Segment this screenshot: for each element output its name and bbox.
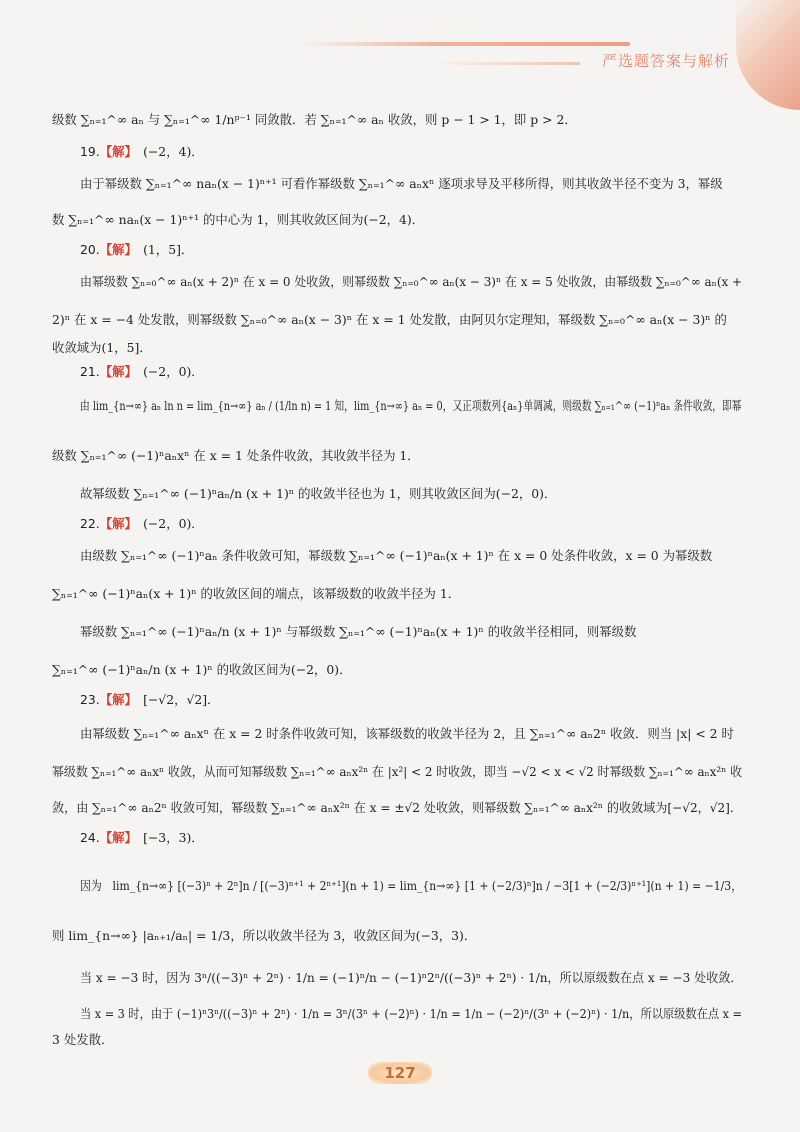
answer-heading (80, 828, 204, 848)
answer-value: (1，5]． (143, 242, 194, 257)
page-number: 127 (368, 1062, 431, 1084)
text-line: ∑ₙ₌₁^∞ (−1)ⁿaₙ/n (x + 1)ⁿ 的收敛区间为(−2，0)． (52, 662, 352, 677)
answer-value: (−2，4)． (143, 144, 204, 159)
answer-tag: 【解】 (99, 692, 131, 707)
text-line: 因为 lim_{n→∞} [(−3)ⁿ + 2ⁿ]n / [(−3)ⁿ⁺¹ + 2ⁿ⁺¹](n + 1) = lim_{n→∞} [1 + (−2/3)ⁿ]n / −3[1 + (−2/3)ⁿ⁺¹](n + 1) = −1/3， (80, 878, 743, 893)
text-line: 级数 ∑ₙ₌₁^∞ aₙ 与 ∑ₙ₌₁^∞ 1/nᵖ⁻¹ 同敛散．若 ∑ₙ₌₁^∞ aₙ 收敛，则 p − 1 > 1，即 p > 2． (52, 112, 577, 127)
answer-number: 22. (80, 516, 100, 531)
answer-value: [−√2，√2]． (143, 692, 220, 707)
answer-number: 24. (80, 830, 100, 845)
answer-value: (−2，0)． (143, 516, 204, 531)
answer-number: 23. (80, 692, 100, 707)
answer-heading (80, 362, 204, 382)
text-line: 由幂级数 ∑ₙ₌₁^∞ aₙxⁿ 在 x = 2 时条件收敛可知，该幂级数的收敛半径为 2，且 ∑ₙ₌₁^∞ aₙ2ⁿ 收敛．则当 |x| < 2 时 (80, 726, 734, 741)
text-line: 故幂级数 ∑ₙ₌₁^∞ (−1)ⁿaₙ/n (x + 1)ⁿ 的收敛半径也为 1，则其收敛区间为(−2，0)． (80, 486, 557, 501)
corner-decoration (736, 0, 800, 110)
text-line: 幂级数 ∑ₙ₌₁^∞ aₙxⁿ 收敛，从而可知幂级数 ∑ₙ₌₁^∞ aₙx²ⁿ 在 |x²| < 2 时收敛，即当 −√2 < x < √2 时幂级数 ∑ₙ₌₁^∞ aₙx²ⁿ 收 (52, 764, 743, 779)
header-rule (300, 42, 630, 46)
text-line: 由幂级数 ∑ₙ₌₀^∞ aₙ(x + 2)ⁿ 在 x = 0 处收敛，则幂级数 ∑ₙ₌₀^∞ aₙ(x − 3)ⁿ 在 x = 5 处收敛，由幂级数 ∑ₙ₌₀^∞ aₙ(x + (80, 274, 743, 289)
text-line: 3 处发散． (52, 1032, 114, 1047)
answer-value: [−3，3)． (143, 830, 204, 845)
text-line: 由 lim_{n→∞} aₙ ln n = lim_{n→∞} aₙ / (1/ln n) = 1 知，lim_{n→∞} aₙ = 0，又正项数列{aₙ}单调减，则级数 ∑ₙ₌₁^∞ (−1)ⁿaₙ 条件收敛，即幂 (80, 398, 742, 413)
text-line: 数 ∑ₙ₌₁^∞ naₙ(x − 1)ⁿ⁺¹ 的中心为 1，则其收敛区间为(−2，4)． (52, 212, 425, 227)
header-rule-secondary (430, 62, 580, 65)
text-line: 由于幂级数 ∑ₙ₌₁^∞ naₙ(x − 1)ⁿ⁺¹ 可看作幂级数 ∑ₙ₌₁^∞ aₙxⁿ 逐项求导及平移所得，则其收敛半径不变为 3，幂级 (80, 176, 723, 191)
answer-tag: 【解】 (99, 364, 131, 379)
answer-tag: 【解】 (99, 516, 131, 531)
answer-tag: 【解】 (99, 242, 131, 257)
answer-heading (80, 514, 204, 534)
answer-heading (80, 690, 219, 710)
answer-heading (80, 142, 204, 162)
text-line: ∑ₙ₌₁^∞ (−1)ⁿaₙ(x + 1)ⁿ 的收敛区间的端点，该幂级数的收敛半径为 1． (52, 586, 461, 601)
text-line: 则 lim_{n→∞} |aₙ₊₁/aₙ| = 1/3，所以收敛半径为 3，收敛区间为(−3，3)． (52, 928, 477, 943)
answer-tag: 【解】 (99, 830, 131, 845)
answer-value: (−2，0)． (143, 364, 204, 379)
answer-tag: 【解】 (99, 144, 131, 159)
page-footer (0, 1062, 800, 1084)
section-title: 严选题答案与解析 (601, 52, 730, 70)
text-line: 级数 ∑ₙ₌₁^∞ (−1)ⁿaₙxⁿ 在 x = 1 处条件收敛，其收敛半径为 1． (52, 448, 420, 463)
answer-number: 20. (80, 242, 100, 257)
text-line: 幂级数 ∑ₙ₌₁^∞ (−1)ⁿaₙ/n (x + 1)ⁿ 与幂级数 ∑ₙ₌₁^∞ (−1)ⁿaₙ(x + 1)ⁿ 的收敛半径相同，则幂级数 (80, 624, 637, 639)
text-line: 当 x = 3 时，由于 (−1)ⁿ3ⁿ/((−3)ⁿ + 2ⁿ) · 1/n = 3ⁿ/(3ⁿ + (−2)ⁿ) · 1/n = 1/n − (−2)ⁿ/(3ⁿ + (−2)ⁿ) · 1/n，所以原级数在点 x = (80, 1006, 742, 1021)
answer-number: 19. (80, 144, 100, 159)
text-line: 收敛域为(1，5]． (52, 340, 152, 355)
text-line: 2)ⁿ 在 x = −4 处发散，则幂级数 ∑ₙ₌₀^∞ aₙ(x − 3)ⁿ 在 x = 1 处发散，由阿贝尔定理知，幂级数 ∑ₙ₌₀^∞ aₙ(x − 3)ⁿ 的 (52, 312, 727, 327)
answer-number: 21. (80, 364, 100, 379)
answer-heading (80, 240, 193, 260)
text-line: 由级数 ∑ₙ₌₁^∞ (−1)ⁿaₙ 条件收敛可知，幂级数 ∑ₙ₌₁^∞ (−1)ⁿaₙ(x + 1)ⁿ 在 x = 0 处条件收敛，x = 0 为幂级数 (80, 548, 713, 563)
text-line: 当 x = −3 时，因为 3ⁿ/((−3)ⁿ + 2ⁿ) · 1/n = (−1)ⁿ/n − (−1)ⁿ2ⁿ/((−3)ⁿ + 2ⁿ) · 1/n，所以原级数在点 x = −3 处收敛． (80, 970, 743, 985)
text-line: 敛，由 ∑ₙ₌₁^∞ aₙ2ⁿ 收敛可知，幂级数 ∑ₙ₌₁^∞ aₙx²ⁿ 在 x = ±√2 处收敛，则幂级数 ∑ₙ₌₁^∞ aₙx²ⁿ 的收敛域为[−√2，√2]． (52, 800, 743, 815)
